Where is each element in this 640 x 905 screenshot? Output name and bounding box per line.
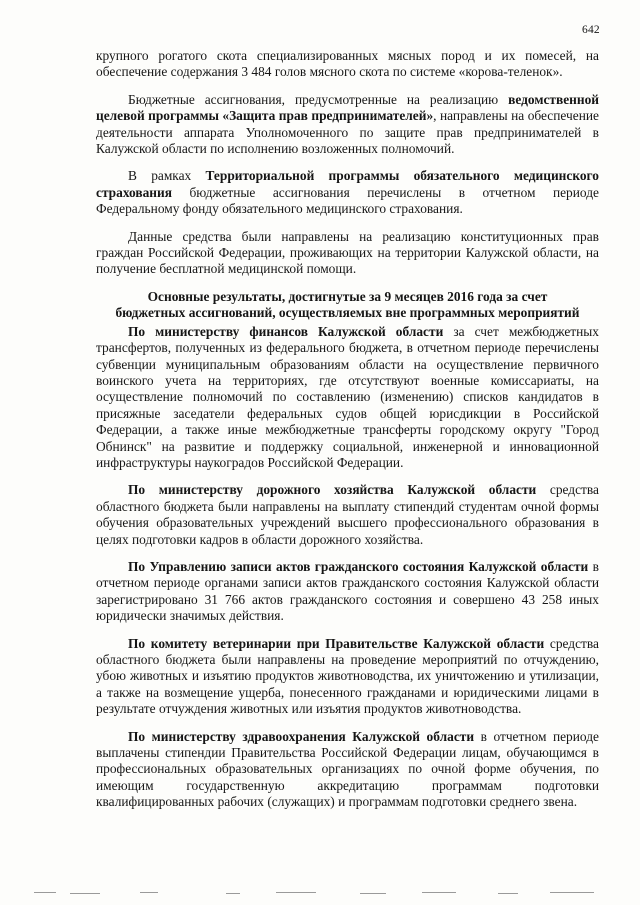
ministry-name-bold: По комитету ветеринарии при Правительстве Калужской области xyxy=(128,635,545,651)
paragraph-ministry-finance xyxy=(96,324,599,472)
paragraph-cattle-continuation xyxy=(96,48,599,81)
ministry-name-bold: По министерству финансов Калужской области xyxy=(128,323,444,339)
page-number: 642 xyxy=(582,24,600,36)
program-name-bold: ведомственной целевой программы «Защита прав предпринимателей» xyxy=(96,91,599,124)
paragraph-ministry-health xyxy=(96,729,599,811)
ministry-name-bold: По министерству здравоохранения Калужской области xyxy=(128,728,475,744)
paragraph-veterinary xyxy=(96,636,599,718)
section-heading-line: бюджетных ассигнований, осуществляемых вне программных мероприятий xyxy=(115,305,580,321)
scan-artifact-strip xyxy=(30,890,610,896)
page-content xyxy=(96,48,599,822)
paragraph-text: Бюджетные ассигнования, предусмотренные на реализацию xyxy=(128,91,509,107)
section-heading-line: Основные результаты, достигнутые за 9 месяцев 2016 года за счет xyxy=(147,288,548,304)
paragraph-medical-insurance xyxy=(96,168,599,217)
paragraph-text: за счет межбюджетных трансфертов, полученных из федерального бюджета, в отчетном периоде перечислены субвенции муниципальным образованиям области на осуществление первичного воинского учета на территориях, где отсутствуют военные комиссариаты, на осуществление полномочий по составлению (изменению) списков кандидатов в присяжные заседатели федеральных судов общей юрисдикции в Российской Федерации, а также иные межбюджетные трансферты городскому округу "Город Обнинск" на развитие и поддержку социальной, инженерной и инновационной инфраструктуры наукоградов Российской Федерации. xyxy=(96,323,599,470)
ministry-name-bold: По Управлению записи актов гражданского состояния Калужской области xyxy=(128,558,589,574)
paragraph-entrepreneurs-program xyxy=(96,92,599,158)
ministry-name-bold: По министерству дорожного хозяйства Калужской области xyxy=(128,482,537,498)
paragraph-text: бюджетные ассигнования перечислены в отчетном периоде Федеральному фонду обязательного медицинского страхования. xyxy=(96,184,599,217)
paragraph-text: средства областного бюджета были направлены на выплату стипендий студентам очной формы обучения образовательных учреждений высшего профессионального образования в целях подготовки кадров в области дорожного хозяйства. xyxy=(96,482,599,547)
paragraph-text: В рамках xyxy=(128,168,206,184)
paragraph-text: средства областного бюджета были направлены на проведение мероприятий по отчуждению, убою животных и изъятию продуктов животноводства, их уничтожению и утилизации, а также на возмещение ущерба, понесенного гражданами и юридическими лицами в результате отчуждения животных или изъятия продуктов животноводства. xyxy=(96,635,600,717)
program-name-bold: Территориальной программы обязательного медицинского страхования xyxy=(96,168,599,200)
paragraph-text: в отчетном периоде выплачены стипендии Правительства Российской Федерации лицам, обучающимся в профессиональных образовательных организациях по очной форме обучения, по имеющим государственную аккредитацию программам подготовки квалифицированных рабочих (служащих) и программам подготовки среднего звена. xyxy=(96,728,599,810)
paragraph-text: Данные средства были направлены на реализацию конституционных прав граждан Российской Федерации, проживающих на территории Калужской области, на получение бесплатной медицинской помощи. xyxy=(96,228,599,277)
paragraph-civil-registry xyxy=(96,559,599,625)
paragraph-text: в отчетном периоде органами записи актов гражданского состояния Калужской области зарегистрировано 31 766 актов гражданского состояния и совершено 43 258 иных юридически значимых действия. xyxy=(96,558,599,624)
paragraph-medical-rights xyxy=(96,229,599,278)
paragraph-text: , направлены на обеспечение деятельности аппарата Уполномоченного по защите прав предпринимателей в Калужской области по исполнению возложенных полномочий. xyxy=(96,108,599,157)
paragraph-ministry-roads xyxy=(96,482,599,548)
section-heading xyxy=(96,289,599,322)
paragraph-text: крупного рогатого скота специализированных мясных пород и их помесей, на обеспечение содержания 3 484 голов мясного скота по системе «корова-теленок». xyxy=(96,48,599,80)
